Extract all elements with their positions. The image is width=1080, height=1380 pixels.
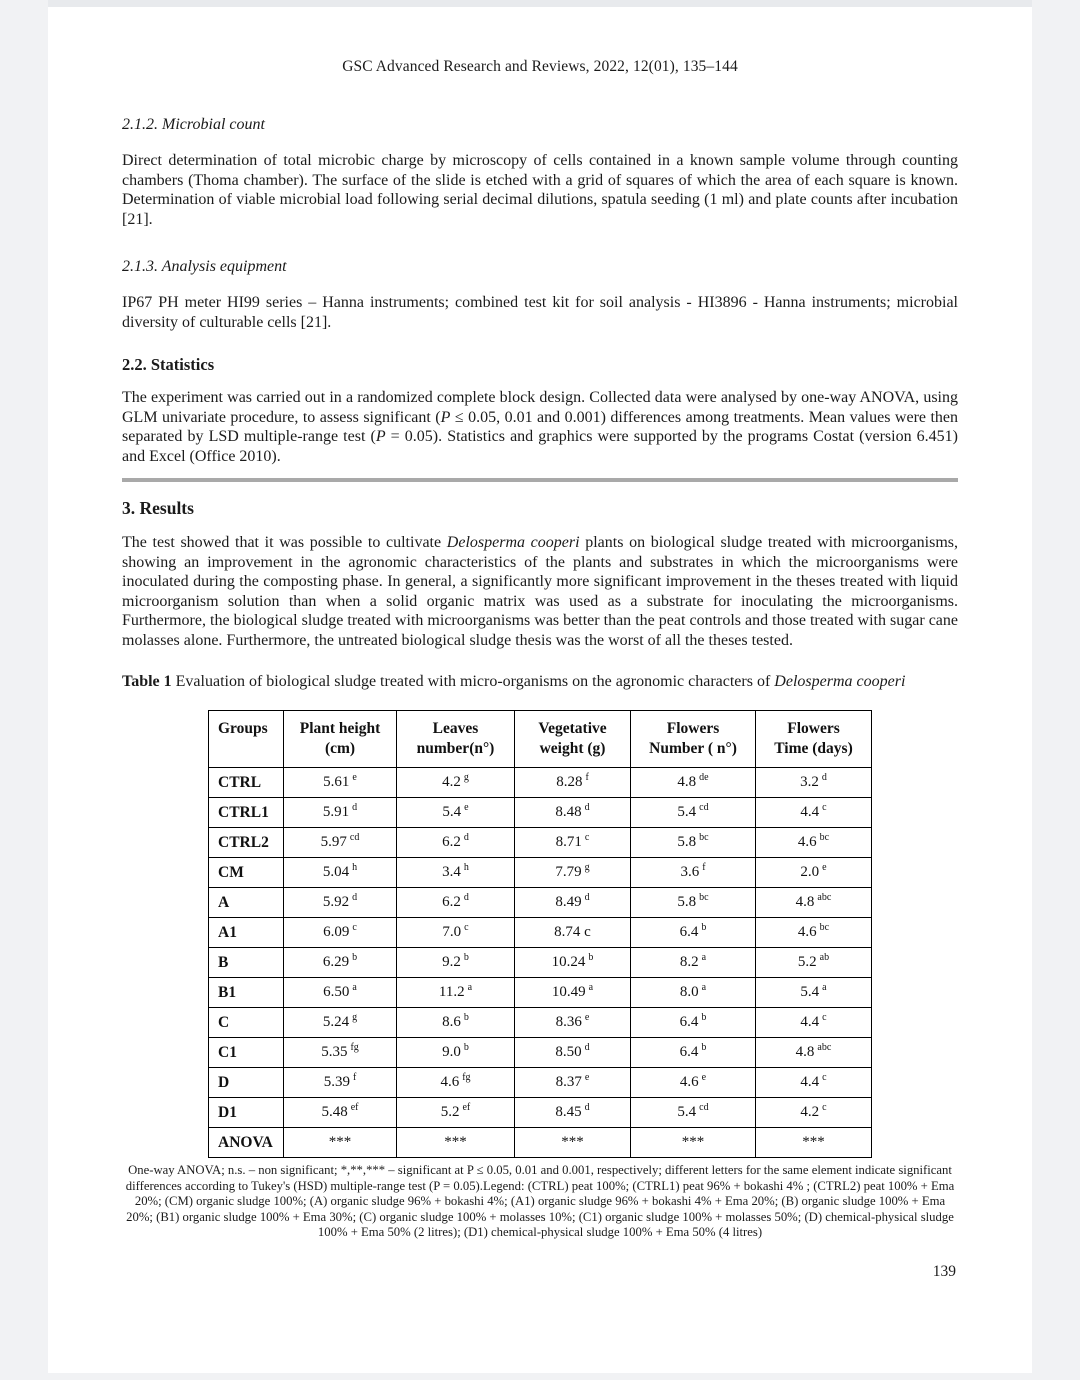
significance-letter: a	[701, 982, 707, 993]
significance-letter: bc	[819, 832, 830, 843]
value-cell: 4.2 $^c$	[756, 1098, 872, 1128]
value-cell: ***	[284, 1128, 397, 1158]
table-footnote: One-way ANOVA; n.s. – non significant; *,**,*** – significant at P ≤ 0.05, 0.01 and 0.001, respectively; different letters for the same element indicate significant differences according to Tukey's (HSD) multiple-range test (P = 0.05).Legend: (CTRL) peat 100%; (CTRL1) peat 96% + bokashi 4% ; (CTRL2) peat 100% + Ema 20%; (CM) organic sludge 100%; (A) organic sludge 96% + bokashi 4%; (A1) organic sludge 96% + bokashi 4% + Ema 20%; (B) organic sludge 100% + Ema 20%; (B1) organic sludge 100% + Ema 30%; (C) organic sludge 100% + molasses 10%; (C1) organic sludge 100% + molasses 50%; (D) chemical-physical sludge 100% + Ema 50% (2 litres); (D1) chemical-physical sludge 100% + Ema 50% (4 litres)	[125, 1163, 955, 1239]
significance-letter: e	[701, 1072, 707, 1083]
table-row	[209, 798, 872, 828]
header-line: (cm)	[324, 740, 356, 757]
significance-letter: c	[584, 832, 590, 843]
value-cell: 5.8 $^{bc}$	[631, 828, 756, 858]
paragraph-analysis-equipment: IP67 PH meter HI99 series – Hanna instruments; combined test kit for soil analysis - HI3896 - Hanna instruments; microbial diversity of culturable cells [21].	[122, 294, 958, 331]
header-line: Leaves	[432, 720, 479, 737]
value-cell: 4.6 $^{fg}$	[397, 1068, 515, 1098]
group-cell: A1	[209, 918, 284, 948]
value-cell: 8.74 c	[515, 918, 631, 948]
value-cell: 5.39 $^f$	[284, 1068, 397, 1098]
value-cell: 6.4 $^b$	[631, 918, 756, 948]
significance-letter: d	[584, 892, 590, 903]
value-cell: 5.4 $^{cd}$	[631, 798, 756, 828]
value-cell: 8.49 $^d$	[515, 888, 631, 918]
table-row	[209, 828, 872, 858]
value-cell: 5.4 $^{cd}$	[631, 1098, 756, 1128]
document-page	[48, 0, 1032, 1373]
value-cell: ***	[756, 1128, 872, 1158]
value-cell: 5.04 $^h$	[284, 858, 397, 888]
value-cell: 8.6 $^b$	[397, 1008, 515, 1038]
significance-letter: e	[822, 862, 827, 873]
value-cell: 3.4 $^h$	[397, 858, 515, 888]
value-cell: 9.0 $^b$	[397, 1038, 515, 1068]
value-cell: 4.8 $^{abc}$	[756, 888, 872, 918]
significance-letter: cd	[349, 832, 360, 843]
significance-letter: e	[584, 1072, 590, 1083]
value-cell: 5.91 $^d$	[284, 798, 397, 828]
significance-letter: b	[463, 1042, 469, 1053]
group-cell: C1	[209, 1038, 284, 1068]
significance-letter: cd	[699, 802, 709, 813]
group-cell: A	[209, 888, 284, 918]
header-line: Plant height	[299, 720, 381, 737]
page-number: 139	[932, 1262, 956, 1280]
value-cell: ***	[631, 1128, 756, 1158]
table-row	[209, 948, 872, 978]
significance-letter: bc	[819, 922, 830, 933]
significance-letter: abc	[817, 892, 832, 903]
table-row	[209, 1128, 872, 1158]
value-cell: ***	[397, 1128, 515, 1158]
value-cell: 5.61 $^e$	[284, 768, 397, 798]
value-cell: 2.0 $^e$	[756, 858, 872, 888]
text-run: Delosperma cooperi	[774, 673, 906, 690]
paragraph-statistics	[122, 388, 958, 466]
results-table	[208, 710, 872, 1158]
significance-letter: d	[584, 1102, 590, 1113]
significance-letter: b	[701, 1012, 707, 1023]
header-line: weight (g)	[539, 740, 606, 757]
value-cell: 5.8 $^{bc}$	[631, 888, 756, 918]
text-run: Evaluation of biological sludge treated with micro-organisms on the agronomic characters of	[171, 673, 775, 690]
significance-letter: abc	[817, 1042, 832, 1053]
significance-letter: d	[584, 1042, 590, 1053]
significance-letter: d	[584, 802, 590, 813]
significance-letter: ef	[462, 1102, 471, 1113]
significance-letter: cd	[699, 1102, 709, 1113]
group-cell: CTRL1	[209, 798, 284, 828]
significance-letter: g	[584, 862, 590, 873]
significance-letter: fg	[350, 1042, 359, 1053]
value-cell: 6.4 $^b$	[631, 1038, 756, 1068]
value-cell: 4.4 $^c$	[756, 1008, 872, 1038]
text-run: P	[440, 408, 451, 426]
group-cell: D1	[209, 1098, 284, 1128]
significance-letter: b	[701, 922, 707, 933]
value-cell: 5.35 $^{fg}$	[284, 1038, 397, 1068]
header-line: Flowers	[666, 720, 720, 737]
table-row	[209, 1068, 872, 1098]
significance-letter: c	[822, 1012, 827, 1023]
value-cell: 8.37 $^e$	[515, 1068, 631, 1098]
table-row	[209, 978, 872, 1008]
value-cell: 8.48 $^d$	[515, 798, 631, 828]
value-cell: 8.50 $^d$	[515, 1038, 631, 1068]
value-cell: 5.97 $^{cd}$	[284, 828, 397, 858]
value-cell: 8.28 $^f$	[515, 768, 631, 798]
value-cell: 8.2 $^a$	[631, 948, 756, 978]
group-cell: CM	[209, 858, 284, 888]
significance-letter: f	[702, 862, 706, 873]
table-header-cell	[515, 711, 631, 768]
significance-letter: a	[588, 982, 594, 993]
significance-letter: c	[352, 922, 357, 933]
value-cell: 8.71 $^c$	[515, 828, 631, 858]
text-run: = 0.05). Statistics and graphics were supported by the programs Costat (version 6.451) and Excel (Office 2010).	[122, 428, 958, 465]
table-caption	[122, 672, 958, 692]
significance-letter: f	[352, 1072, 357, 1083]
value-cell: 5.4 $^a$	[756, 978, 872, 1008]
significance-letter: b	[463, 1012, 469, 1023]
value-cell: 9.2 $^b$	[397, 948, 515, 978]
text-run: Delosperma cooperi	[446, 534, 580, 551]
significance-letter: a	[467, 982, 473, 993]
significance-letter: bc	[699, 832, 709, 843]
value-cell: 8.0 $^a$	[631, 978, 756, 1008]
value-cell: 5.2 $^{ef}$	[397, 1098, 515, 1128]
value-cell: 6.2 $^d$	[397, 888, 515, 918]
significance-letter: c	[822, 1072, 827, 1083]
value-cell: 6.2 $^d$	[397, 828, 515, 858]
value-cell: 5.92 $^d$	[284, 888, 397, 918]
value-cell: 6.29 $^b$	[284, 948, 397, 978]
journal-header: GSC Advanced Research and Reviews, 2022, 12(01), 135–144	[342, 58, 738, 75]
significance-letter: e	[352, 772, 357, 783]
value-cell: 6.4 $^b$	[631, 1008, 756, 1038]
significance-letter: a	[352, 982, 357, 993]
value-cell: 4.4 $^c$	[756, 798, 872, 828]
paragraph-microbial-count: Direct determination of total microbic charge by microscopy of cells contained in a known sample volume through counting chambers (Thoma chamber). The surface of the slide is etched with a grid of squares of which the area of each square is known. Determination of viable microbial load following serial decimal dilutions, spatula seeding (1 ml) and plate counts after incubation [21].	[122, 152, 958, 228]
significance-letter: d	[352, 802, 358, 813]
value-cell: 5.4 $^e$	[397, 798, 515, 828]
value-cell: 4.4 $^c$	[756, 1068, 872, 1098]
significance-letter: bc	[699, 892, 709, 903]
significance-letter: c	[464, 922, 469, 933]
header-line: Time (days)	[774, 740, 853, 757]
table-header-row	[209, 711, 872, 768]
significance-letter: c	[822, 802, 827, 813]
value-cell: ***	[515, 1128, 631, 1158]
table-header-cell	[631, 711, 756, 768]
text-run: The experiment was carried out in a randomized complete block design. Collected data were analysed by one-way ANOVA, using GLM univariate procedure, to assess significant (	[122, 389, 958, 426]
value-cell: 5.48 $^{ef}$	[284, 1098, 397, 1128]
section-heading-statistics: 2.2. Statistics	[122, 355, 215, 374]
section-heading-microbial-count: 2.1.2. Microbial count	[122, 116, 265, 133]
value-cell: 4.6 $^{bc}$	[756, 918, 872, 948]
group-cell: CTRL	[209, 768, 284, 798]
paragraph-results	[122, 533, 958, 650]
value-cell: 10.24 $^b$	[515, 948, 631, 978]
group-cell: C	[209, 1008, 284, 1038]
value-cell: 4.6 $^{bc}$	[756, 828, 872, 858]
significance-letter: c	[822, 1102, 827, 1113]
significance-letter: g	[352, 1012, 358, 1023]
significance-letter: d	[463, 832, 469, 843]
significance-letter: de	[699, 772, 709, 783]
table-row	[209, 768, 872, 798]
significance-letter: ab	[819, 952, 830, 963]
text-run: The test showed that it was possible to cultivate	[122, 534, 447, 551]
value-cell: 8.45 $^d$	[515, 1098, 631, 1128]
value-cell: 4.8 $^{de}$	[631, 768, 756, 798]
text-run: ≤ 0.05, 0.01 and 0.001) differences among treatments. Mean values were then separated by LSD multiple-range test (	[122, 408, 959, 445]
section-heading-results: 3. Results	[122, 498, 194, 518]
header-line: Vegetative	[538, 720, 607, 737]
significance-letter: fg	[462, 1072, 471, 1083]
value-cell: 10.49 $^a$	[515, 978, 631, 1008]
value-cell: 3.6 $^f$	[631, 858, 756, 888]
value-cell: 3.2 $^d$	[756, 768, 872, 798]
significance-letter: b	[701, 1042, 707, 1053]
value-cell: 5.2 $^{ab}$	[756, 948, 872, 978]
significance-letter: d	[463, 892, 469, 903]
section-heading-analysis-equipment: 2.1.3. Analysis equipment	[122, 258, 287, 275]
value-cell: 7.79 $^g$	[515, 858, 631, 888]
table-header-cell	[284, 711, 397, 768]
table-row	[209, 1038, 872, 1068]
significance-letter: a	[701, 952, 707, 963]
table-header-cell	[756, 711, 872, 768]
group-cell: CTRL2	[209, 828, 284, 858]
table-header-cell	[209, 711, 284, 768]
table-header-cell	[397, 711, 515, 768]
header-line: Groups	[218, 720, 268, 737]
table-row	[209, 918, 872, 948]
header-line: Number ( n°)	[649, 740, 737, 757]
header-line: Flowers	[787, 720, 840, 737]
value-cell: 5.24 $^g$	[284, 1008, 397, 1038]
table-row	[209, 1008, 872, 1038]
text-run: Table 1	[122, 673, 172, 690]
table-row	[209, 1098, 872, 1128]
significance-letter: a	[822, 982, 827, 993]
header-line: number(n°)	[416, 740, 495, 757]
value-cell: 4.6 $^e$	[631, 1068, 756, 1098]
significance-letter: g	[463, 772, 469, 783]
group-cell: B1	[209, 978, 284, 1008]
significance-letter: b	[352, 952, 358, 963]
section-divider	[122, 478, 958, 482]
significance-letter: ef	[350, 1102, 359, 1113]
text-run: plants on biological sludge treated with microorganisms, showing an improvement in the agronomic characteristics of the plants and substrates in which the microorganisms were inoculated during the composting phase. In general, a significantly more significant improvement in the theses treated with liquid microorganism solution than when a solid organic matrix was used as a substrate for inoculating the microorganisms. Furthermore, the biological sludge treated with microorganisms was better than the peat controls and those treated with sugar cane molasses alone. Furthermore, the untreated biological sludge thesis was the worst of all the theses tested.	[122, 534, 959, 649]
significance-letter: e	[584, 1012, 590, 1023]
significance-letter: b	[588, 952, 594, 963]
table-row	[209, 858, 872, 888]
group-cell: ANOVA	[209, 1128, 284, 1158]
significance-letter: f	[585, 772, 589, 783]
group-cell: B	[209, 948, 284, 978]
significance-letter: e	[464, 802, 469, 813]
value-cell: 7.0 $^c$	[397, 918, 515, 948]
significance-letter: b	[463, 952, 469, 963]
table-row	[209, 888, 872, 918]
significance-letter: h	[463, 862, 469, 873]
group-cell: D	[209, 1068, 284, 1098]
value-cell: 6.09 $^c$	[284, 918, 397, 948]
value-cell: 8.36 $^e$	[515, 1008, 631, 1038]
value-cell: 4.2 $^g$	[397, 768, 515, 798]
significance-letter: d	[821, 772, 827, 783]
significance-letter: h	[352, 862, 358, 873]
value-cell: 6.50 $^a$	[284, 978, 397, 1008]
value-cell: 11.2 $^a$	[397, 978, 515, 1008]
value-cell: 4.8 $^{abc}$	[756, 1038, 872, 1068]
significance-letter: d	[352, 892, 358, 903]
text-run: P	[375, 428, 386, 445]
